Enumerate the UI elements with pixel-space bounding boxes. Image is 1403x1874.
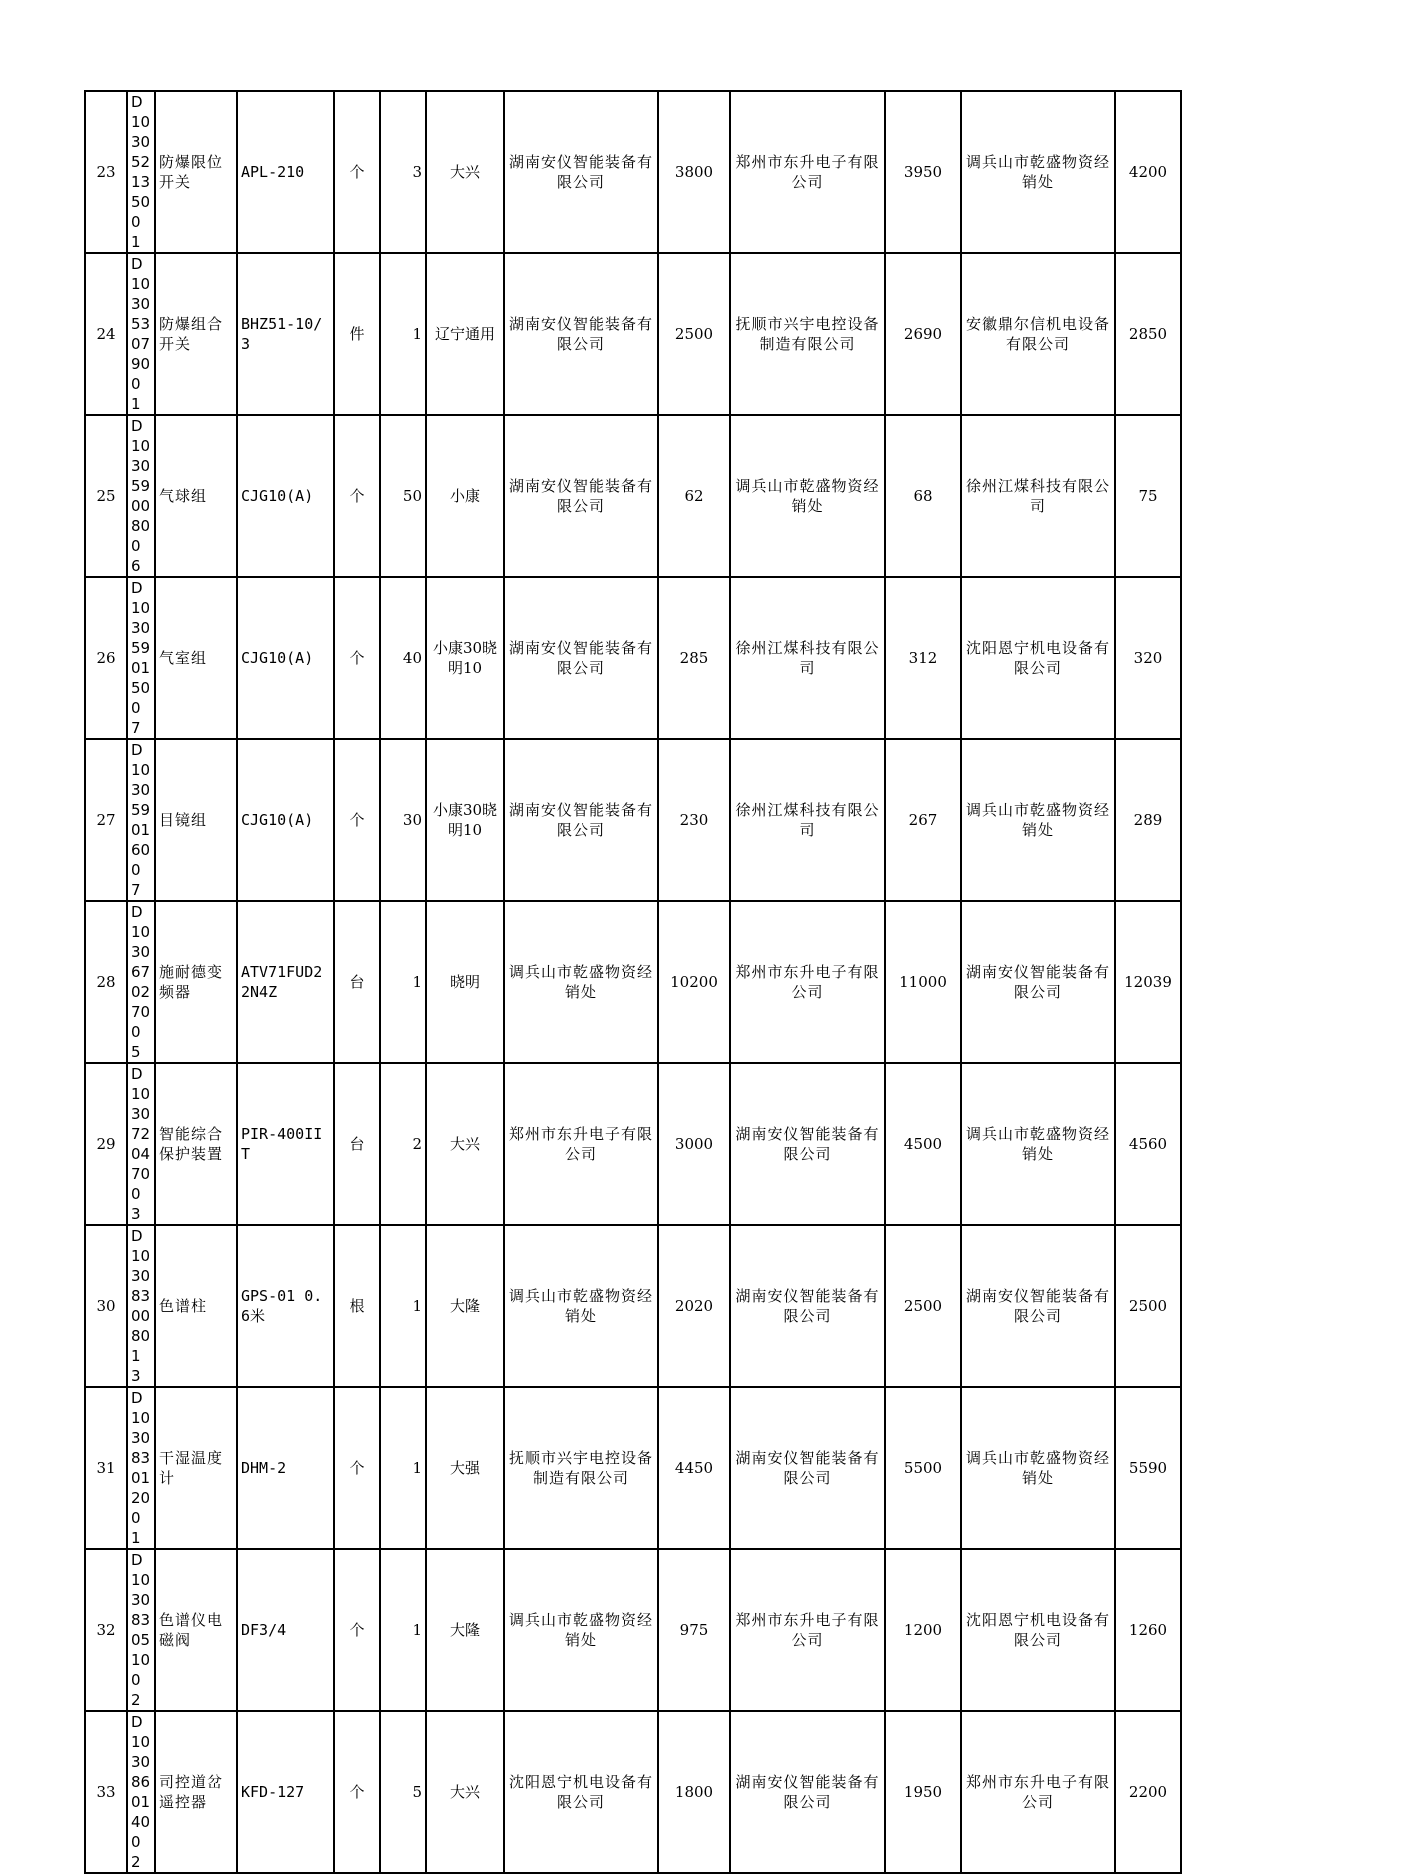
- item-name-cell: 气室组: [155, 577, 237, 739]
- model-cell: CJG10(A): [237, 739, 334, 901]
- item-name-cell: 色谱柱: [155, 1225, 237, 1387]
- material-code-cell: D10307204700 3: [127, 1063, 155, 1225]
- supplier-2-cell: 湖南安仪智能装备有限公司: [730, 1387, 885, 1549]
- supplier-3-cell: 湖南安仪智能装备有限公司: [961, 901, 1115, 1063]
- model-cell: BHZ51-10/3: [237, 253, 334, 415]
- item-name-cell: 干湿温度计: [155, 1387, 237, 1549]
- material-code-cell: D10306702700 5: [127, 901, 155, 1063]
- supplier-2-cell: 徐州江煤科技有限公司: [730, 739, 885, 901]
- unit-cell: 件: [334, 253, 380, 415]
- supplier-1-cell: 调兵山市乾盛物资经销处: [504, 1549, 658, 1711]
- row-number-cell: 31: [85, 1387, 127, 1549]
- site-cell: 晓明: [426, 901, 504, 1063]
- supplier-3-cell: 调兵山市乾盛物资经销处: [961, 1387, 1115, 1549]
- row-number-cell: 27: [85, 739, 127, 901]
- quotation-table: [84, 90, 1182, 1874]
- site-cell: 辽宁通用: [426, 253, 504, 415]
- price-1-cell: 10200: [658, 901, 730, 1063]
- site-cell: 大强: [426, 1387, 504, 1549]
- material-code-cell: D10305900800 6: [127, 415, 155, 577]
- row-number-cell: 28: [85, 901, 127, 1063]
- model-cell: PIR-400IIT: [237, 1063, 334, 1225]
- price-3-cell: 12039: [1115, 901, 1181, 1063]
- quantity-cell: 40: [380, 577, 426, 739]
- price-1-cell: 2500: [658, 253, 730, 415]
- material-code-cell: D10308305100 2: [127, 1549, 155, 1711]
- price-2-cell: 4500: [885, 1063, 961, 1225]
- unit-cell: 个: [334, 1549, 380, 1711]
- price-3-cell: 289: [1115, 739, 1181, 901]
- price-2-cell: 11000: [885, 901, 961, 1063]
- table-row: [85, 901, 1181, 1063]
- quantity-cell: 1: [380, 901, 426, 1063]
- supplier-1-cell: 沈阳恩宁机电设备有限公司: [504, 1711, 658, 1873]
- site-cell: 大兴: [426, 91, 504, 253]
- supplier-1-cell: 湖南安仪智能装备有限公司: [504, 577, 658, 739]
- item-name-cell: 司控道岔遥控器: [155, 1711, 237, 1873]
- price-3-cell: 5590: [1115, 1387, 1181, 1549]
- material-code-cell: D10308300801 3: [127, 1225, 155, 1387]
- supplier-3-cell: 沈阳恩宁机电设备有限公司: [961, 1549, 1115, 1711]
- site-cell: 小康30晓明10: [426, 577, 504, 739]
- unit-cell: 个: [334, 91, 380, 253]
- quantity-cell: 3: [380, 91, 426, 253]
- quantity-cell: 5: [380, 1711, 426, 1873]
- row-number-cell: 30: [85, 1225, 127, 1387]
- table-row: [85, 577, 1181, 739]
- table-row: [85, 1063, 1181, 1225]
- table-row: [85, 1549, 1181, 1711]
- supplier-3-cell: 郑州市东升电子有限公司: [961, 1711, 1115, 1873]
- table-row: [85, 739, 1181, 901]
- price-1-cell: 3800: [658, 91, 730, 253]
- price-2-cell: 3950: [885, 91, 961, 253]
- supplier-3-cell: 徐州江煤科技有限公司: [961, 415, 1115, 577]
- table-row: [85, 91, 1181, 253]
- price-2-cell: 1200: [885, 1549, 961, 1711]
- row-number-cell: 23: [85, 91, 127, 253]
- supplier-1-cell: 湖南安仪智能装备有限公司: [504, 253, 658, 415]
- supplier-1-cell: 湖南安仪智能装备有限公司: [504, 91, 658, 253]
- item-name-cell: 智能综合保护装置: [155, 1063, 237, 1225]
- model-cell: CJG10(A): [237, 577, 334, 739]
- quantity-cell: 50: [380, 415, 426, 577]
- model-cell: APL-210: [237, 91, 334, 253]
- supplier-2-cell: 郑州市东升电子有限公司: [730, 91, 885, 253]
- price-2-cell: 1950: [885, 1711, 961, 1873]
- unit-cell: 个: [334, 739, 380, 901]
- row-number-cell: 32: [85, 1549, 127, 1711]
- price-3-cell: 2200: [1115, 1711, 1181, 1873]
- price-3-cell: 2850: [1115, 253, 1181, 415]
- price-1-cell: 285: [658, 577, 730, 739]
- price-1-cell: 230: [658, 739, 730, 901]
- table-row: [85, 415, 1181, 577]
- material-code-cell: D10308601400 2: [127, 1711, 155, 1873]
- row-number-cell: 25: [85, 415, 127, 577]
- material-code-cell: D10305901600 7: [127, 739, 155, 901]
- supplier-3-cell: 调兵山市乾盛物资经销处: [961, 91, 1115, 253]
- price-3-cell: 75: [1115, 415, 1181, 577]
- unit-cell: 根: [334, 1225, 380, 1387]
- item-name-cell: 防爆组合开关: [155, 253, 237, 415]
- supplier-2-cell: 湖南安仪智能装备有限公司: [730, 1711, 885, 1873]
- price-1-cell: 3000: [658, 1063, 730, 1225]
- price-3-cell: 1260: [1115, 1549, 1181, 1711]
- model-cell: KFD-127: [237, 1711, 334, 1873]
- item-name-cell: 色谱仪电磁阀: [155, 1549, 237, 1711]
- model-cell: ATV71FUD22N4Z: [237, 901, 334, 1063]
- price-3-cell: 2500: [1115, 1225, 1181, 1387]
- price-2-cell: 5500: [885, 1387, 961, 1549]
- price-3-cell: 320: [1115, 577, 1181, 739]
- material-code-cell: D10308301200 1: [127, 1387, 155, 1549]
- supplier-1-cell: 调兵山市乾盛物资经销处: [504, 901, 658, 1063]
- supplier-3-cell: 沈阳恩宁机电设备有限公司: [961, 577, 1115, 739]
- price-2-cell: 2500: [885, 1225, 961, 1387]
- supplier-2-cell: 抚顺市兴宇电控设备制造有限公司: [730, 253, 885, 415]
- unit-cell: 个: [334, 577, 380, 739]
- price-2-cell: 68: [885, 415, 961, 577]
- price-1-cell: 4450: [658, 1387, 730, 1549]
- row-number-cell: 26: [85, 577, 127, 739]
- quantity-cell: 1: [380, 1225, 426, 1387]
- row-number-cell: 24: [85, 253, 127, 415]
- price-1-cell: 1800: [658, 1711, 730, 1873]
- site-cell: 大兴: [426, 1711, 504, 1873]
- supplier-1-cell: 湖南安仪智能装备有限公司: [504, 415, 658, 577]
- price-3-cell: 4200: [1115, 91, 1181, 253]
- material-code-cell: D10305307900 1: [127, 253, 155, 415]
- price-2-cell: 312: [885, 577, 961, 739]
- supplier-1-cell: 湖南安仪智能装备有限公司: [504, 739, 658, 901]
- supplier-1-cell: 调兵山市乾盛物资经销处: [504, 1225, 658, 1387]
- price-2-cell: 2690: [885, 253, 961, 415]
- table-row: [85, 1387, 1181, 1549]
- table-row: [85, 253, 1181, 415]
- unit-cell: 台: [334, 901, 380, 1063]
- item-name-cell: 施耐德变频器: [155, 901, 237, 1063]
- quantity-cell: 30: [380, 739, 426, 901]
- row-number-cell: 33: [85, 1711, 127, 1873]
- price-3-cell: 4560: [1115, 1063, 1181, 1225]
- quantity-cell: 1: [380, 1549, 426, 1711]
- quantity-cell: 1: [380, 1387, 426, 1549]
- site-cell: 小康30晓明10: [426, 739, 504, 901]
- supplier-3-cell: 调兵山市乾盛物资经销处: [961, 1063, 1115, 1225]
- material-code-cell: D10305213500 1: [127, 91, 155, 253]
- item-name-cell: 目镜组: [155, 739, 237, 901]
- item-name-cell: 气球组: [155, 415, 237, 577]
- quantity-cell: 1: [380, 253, 426, 415]
- model-cell: DF3/4: [237, 1549, 334, 1711]
- price-1-cell: 975: [658, 1549, 730, 1711]
- price-1-cell: 62: [658, 415, 730, 577]
- table-row: [85, 1225, 1181, 1387]
- unit-cell: 台: [334, 1063, 380, 1225]
- price-1-cell: 2020: [658, 1225, 730, 1387]
- row-number-cell: 29: [85, 1063, 127, 1225]
- site-cell: 大隆: [426, 1225, 504, 1387]
- site-cell: 大兴: [426, 1063, 504, 1225]
- site-cell: 大隆: [426, 1549, 504, 1711]
- model-cell: GPS-01 0.6米: [237, 1225, 334, 1387]
- supplier-1-cell: 抚顺市兴宇电控设备制造有限公司: [504, 1387, 658, 1549]
- supplier-1-cell: 郑州市东升电子有限公司: [504, 1063, 658, 1225]
- supplier-2-cell: 湖南安仪智能装备有限公司: [730, 1225, 885, 1387]
- supplier-3-cell: 调兵山市乾盛物资经销处: [961, 739, 1115, 901]
- supplier-3-cell: 安徽鼎尔信机电设备有限公司: [961, 253, 1115, 415]
- supplier-2-cell: 郑州市东升电子有限公司: [730, 901, 885, 1063]
- item-name-cell: 防爆限位开关: [155, 91, 237, 253]
- unit-cell: 个: [334, 415, 380, 577]
- supplier-2-cell: 徐州江煤科技有限公司: [730, 577, 885, 739]
- material-code-cell: D10305901500 7: [127, 577, 155, 739]
- quantity-cell: 2: [380, 1063, 426, 1225]
- supplier-2-cell: 湖南安仪智能装备有限公司: [730, 1063, 885, 1225]
- supplier-3-cell: 湖南安仪智能装备有限公司: [961, 1225, 1115, 1387]
- unit-cell: 个: [334, 1711, 380, 1873]
- table-row: [85, 1711, 1181, 1873]
- site-cell: 小康: [426, 415, 504, 577]
- supplier-2-cell: 郑州市东升电子有限公司: [730, 1549, 885, 1711]
- unit-cell: 个: [334, 1387, 380, 1549]
- model-cell: CJG10(A): [237, 415, 334, 577]
- model-cell: DHM-2: [237, 1387, 334, 1549]
- price-2-cell: 267: [885, 739, 961, 901]
- supplier-2-cell: 调兵山市乾盛物资经销处: [730, 415, 885, 577]
